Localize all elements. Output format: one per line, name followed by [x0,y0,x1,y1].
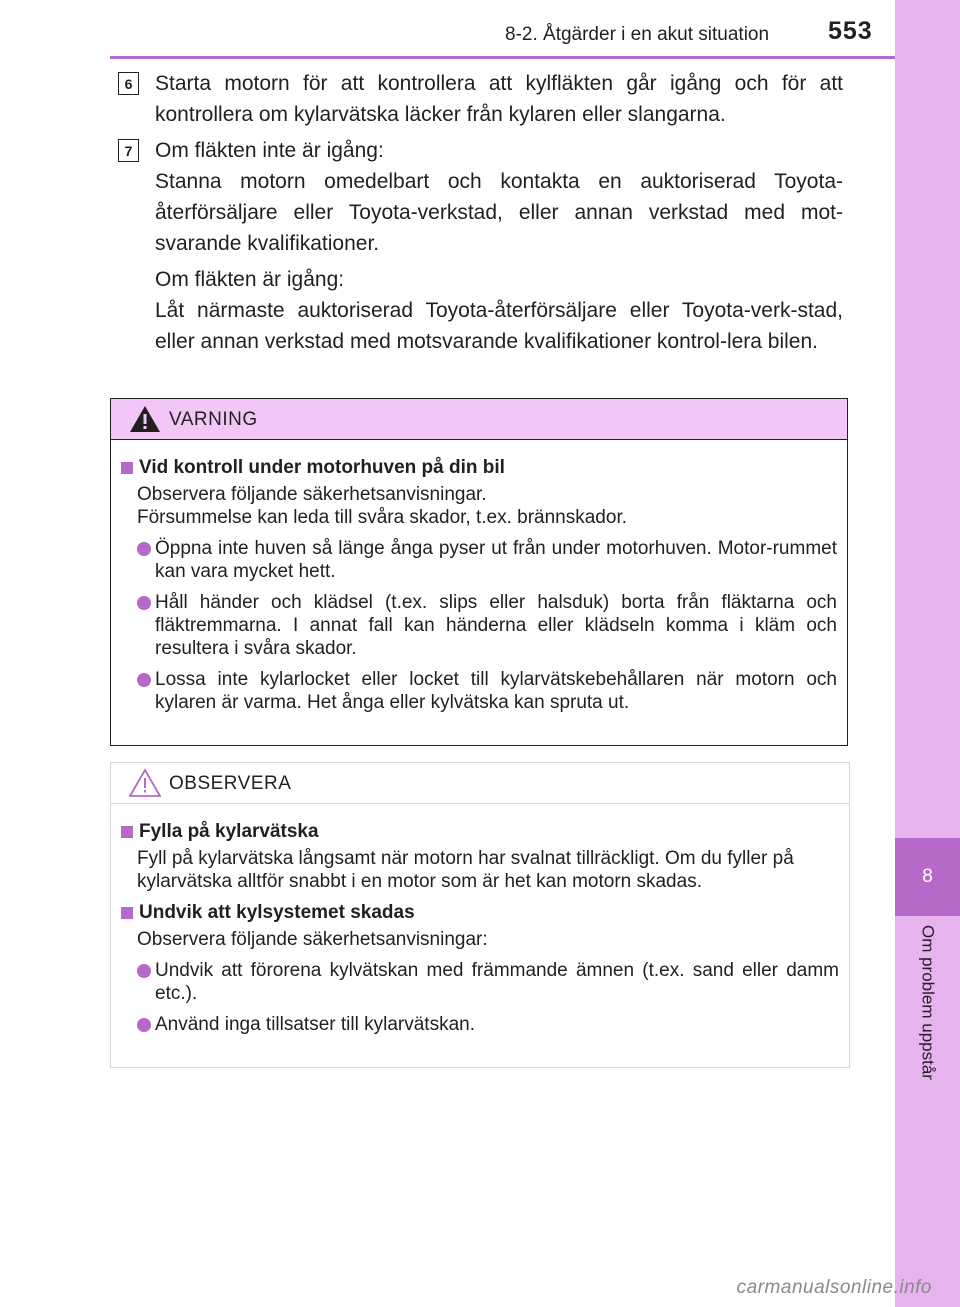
circle-bullet-icon [137,673,151,687]
notice-section-title-text: Fylla på kylarvätska [139,821,319,842]
notice-section-title [121,820,839,843]
circle-bullet-icon [137,596,151,610]
warning-intro: Observera följande säkerhetsanvisningar. [137,484,487,505]
warning-box [110,398,848,746]
step-number-badge: 6 [118,72,139,95]
notice-paragraph: Observera följande säkerhetsanvisningar: [137,929,488,950]
circle-bullet-icon [137,964,151,978]
page-number: 553 [828,17,873,45]
list-item-text: Undvik att förorena kylvätskan med främmande ämnen (t.ex. sand eller damm etc.). [155,960,839,1004]
caution-triangle-icon [129,768,161,798]
circle-bullet-icon [137,542,151,556]
list-item [137,591,837,660]
square-bullet-icon [121,462,133,474]
list-item-text: Använd inga tillsatser till kylarvätskan. [155,1014,475,1035]
warning-label: VARNING [169,409,258,430]
list-item-text: Håll händer och klädsel (t.ex. slips eller halsduk) borta från fläktarna och fläktremmarna. I annat fall kan händerna eller klädseln komma i kläm och resultera i svåra skador. [155,592,837,659]
notice-label: OBSERVERA [169,773,292,794]
warning-section-title [121,456,837,479]
step-paragraph: Om fläkten inte är igång: [155,139,384,162]
chapter-number-tab [895,838,960,916]
warning-triangle-icon [129,404,161,434]
warning-header [111,399,847,440]
chapter-label-tab [895,925,960,1125]
step-number-badge: 7 [118,139,139,162]
notice-section-title [121,901,839,924]
step-text [155,68,843,130]
list-item-text: Lossa inte kylarlocket eller locket till kylarvätskebehållaren när motorn och kylaren är varma. Het ånga eller kylvätska kan spruta ut. [155,669,837,713]
chapter-number: 8 [922,866,933,887]
warning-section-title-text: Vid kontroll under motorhuven på din bil [139,457,505,478]
step-paragraph: Starta motorn för att kontrollera att kylfläkten går igång och för att kontrollera om kylarvätska läcker från kylaren eller slangarna. [155,72,843,126]
step-paragraph: Låt närmaste auktoriserad Toyota-återförsäljare eller Toyota-verk-stad, eller annan verkstad med motsvarande kvalifikationer kontrol-lera bilen. [155,299,843,353]
list-item [137,668,837,714]
step-paragraph: Stanna motorn omedelbart och kontakta en auktoriserad Toyota-återförsäljare eller Toyota-verkstad, eller annan verkstad med mot-svarande kvalifikationer. [155,170,843,255]
step-paragraph: Om fläkten är igång: [155,268,345,291]
warning-intro: Försummelse kan leda till svåra skador, t.ex. brännskador. [137,507,628,528]
step-text [155,135,843,357]
notice-box [110,762,850,1068]
section-title: 8-2. Åtgärder i en akut situation [505,24,770,45]
list-item [137,537,837,583]
watermark: carmanualsonline.info [736,1277,932,1298]
list-item [137,959,839,1005]
notice-body [111,804,849,1036]
notice-header [111,763,849,804]
square-bullet-icon [121,826,133,838]
notice-section-title-text: Undvik att kylsystemet skadas [139,902,415,923]
list-item [137,1013,839,1036]
square-bullet-icon [121,907,133,919]
circle-bullet-icon [137,1018,151,1032]
list-item-text: Öppna inte huven så länge ånga pyser ut från under motorhuven. Motor-rummet kan vara mycket hett. [155,538,837,582]
chapter-label: Om problem uppstår [918,925,938,1080]
header-divider [110,56,895,59]
warning-body [111,440,847,714]
notice-paragraph: Fyll på kylarvätska långsamt när motorn har svalnat tillräckligt. Om du fyller på kylarvätska alltför snabbt i en motor som är het kan motorn skadas. [137,848,794,892]
